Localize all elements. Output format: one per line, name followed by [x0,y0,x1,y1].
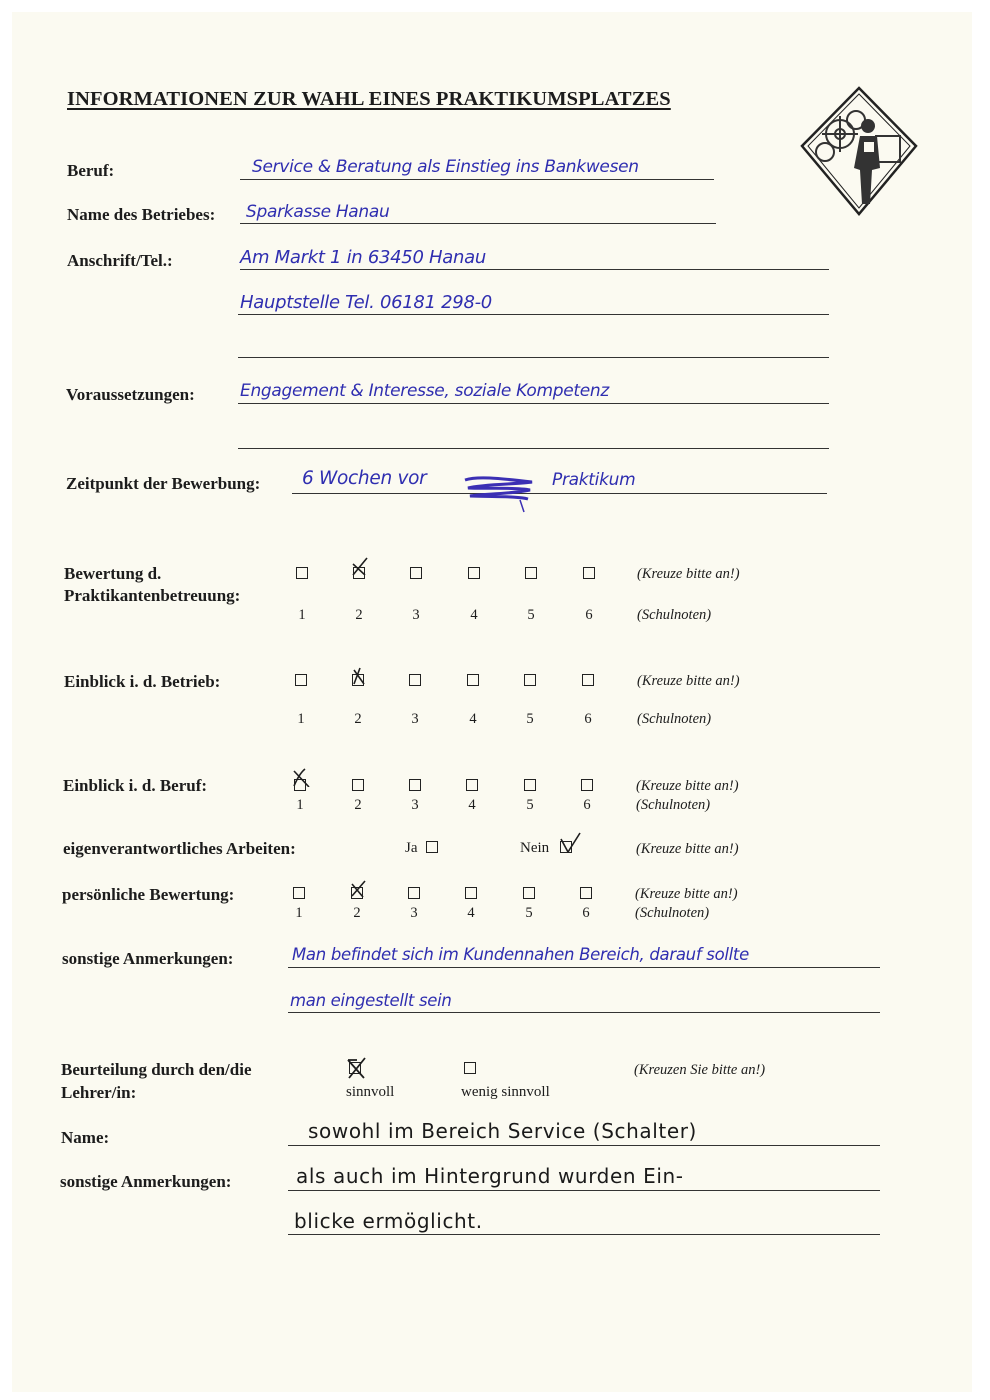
label-eigenverantwortlich: eigenverantwortliches Arbeiten: [63,839,296,858]
checkbox-einblick-betrieb-1[interactable] [295,674,307,686]
grade-number: 4 [468,797,476,813]
checkbox-betreuung-3[interactable] [410,567,422,579]
option-wenig-sinnvoll-label: wenig sinnvoll [461,1084,550,1100]
line-name [288,1145,880,1146]
grade-number: 1 [296,797,304,813]
checkbox-einblick-beruf-3[interactable] [409,779,421,791]
line-anmerkungen-1 [288,967,880,968]
field-anmerkungen-2[interactable]: man eingestellt sein [290,991,452,1010]
grade-number: 3 [410,905,418,921]
grade-number: 1 [297,711,305,727]
label-sonstige-anmerkungen: sonstige Anmerkungen: [62,949,234,968]
checkbox-betreuung-5[interactable] [525,567,537,579]
checkbox-einblick-beruf-4[interactable] [466,779,478,791]
field-anschrift-2[interactable]: Hauptstelle Tel. 06181 298-0 [240,292,492,313]
note-schulnoten: (Schulnoten) [637,711,712,727]
option-nein-label: Nein [520,840,550,856]
grade-number: 2 [355,607,363,623]
note-kreuzen-sie: (Kreuzen Sie bitte an!) [634,1062,766,1078]
checkbox-einblick-betrieb-6[interactable] [582,674,594,686]
grade-number: 1 [295,905,303,921]
check-mark-sinnvoll [345,1056,367,1080]
field-zeitpunkt-a[interactable]: 6 Wochen vor [302,468,427,489]
line-lehrer-1 [288,1190,880,1191]
label-beurteilung-2: Lehrer/in: [61,1083,137,1102]
field-voraussetzungen[interactable]: Engagement & Interesse, soziale Kompetenz [240,381,610,401]
label-einblick-beruf: Einblick i. d. Beruf: [63,776,208,795]
grade-number: 6 [585,607,593,623]
check-mark-einblick-betrieb-2 [348,666,368,686]
note-schulnoten: (Schulnoten) [635,905,710,921]
grade-number: 3 [411,797,419,813]
grade-number: 4 [467,905,475,921]
label-name: Name: [61,1128,110,1147]
grade-number: 4 [469,711,477,727]
label-betrieb: Name des Betriebes: [67,205,216,224]
check-mark-betreuung-2 [349,556,369,576]
label-bewertung-1: Bewertung d. [64,564,162,583]
line-lehrer-2 [288,1234,880,1235]
label-anschrift: Anschrift/Tel.: [67,251,173,270]
option-ja-label: Ja [405,840,418,856]
line-anschrift-2 [238,314,829,315]
note-schulnoten: (Schulnoten) [636,797,711,813]
checkbox-betreuung-1[interactable] [296,567,308,579]
grade-number: 2 [354,711,362,727]
checkbox-einblick-betrieb-4[interactable] [467,674,479,686]
checkbox-persoenlich-5[interactable] [523,887,535,899]
field-name[interactable]: sowohl im Bereich Service (Schalter) [308,1119,697,1143]
checkbox-persoenlich-3[interactable] [408,887,420,899]
checkbox-persoenlich-1[interactable] [293,887,305,899]
grade-number: 1 [298,607,306,623]
check-mark-einblick-beruf-1 [291,767,311,787]
checkbox-einblick-beruf-5[interactable] [524,779,536,791]
line-beruf [240,179,714,180]
grade-number: 4 [470,607,478,623]
label-beruf: Beruf: [67,161,115,180]
check-mark-persoenlich-2 [348,878,368,898]
line-zeitpunkt [292,493,827,494]
option-sinnvoll-label: sinnvoll [346,1084,395,1100]
crossed-out-scribble [462,470,536,514]
line-anmerkungen-2 [288,1012,880,1013]
checkbox-persoenlich-4[interactable] [465,887,477,899]
grade-number: 5 [526,797,534,813]
field-anschrift-1[interactable]: Am Markt 1 in 63450 Hanau [240,247,486,268]
grade-number: 2 [354,797,362,813]
field-betrieb[interactable]: Sparkasse Hanau [246,202,390,222]
label-persoenlich: persönliche Bewertung: [62,885,235,904]
grade-number: 6 [582,905,590,921]
note-kreuze: (Kreuze bitte an!) [637,566,740,582]
line-betrieb [240,223,716,224]
grade-number: 5 [526,711,534,727]
note-kreuze: (Kreuze bitte an!) [635,886,738,902]
label-voraussetzungen: Voraussetzungen: [66,385,195,404]
checkbox-ja[interactable] [426,841,438,853]
label-beurteilung-1: Beurteilung durch den/die [61,1060,252,1079]
grade-number: 2 [353,905,361,921]
field-lehrer-1[interactable]: als auch im Hintergrund wurden Ein- [296,1164,684,1188]
field-beruf[interactable]: Service & Beratung als Einstieg ins Bankwesen [252,157,639,177]
note-schulnoten: (Schulnoten) [637,607,712,623]
label-sonstige-anmerkungen-lehrer: sonstige Anmerkungen: [60,1172,232,1191]
form-title: INFORMATIONEN ZUR WAHL EINES PRAKTIKUMSPLATZES [67,88,671,110]
line-anschrift-3 [238,357,829,358]
checkbox-einblick-betrieb-3[interactable] [409,674,421,686]
grade-number: 5 [527,607,535,623]
checkbox-persoenlich-6[interactable] [580,887,592,899]
line-anschrift-1 [240,269,829,270]
checkbox-einblick-beruf-6[interactable] [581,779,593,791]
line-voraussetzungen-1 [238,403,829,404]
note-kreuze: (Kreuze bitte an!) [636,841,739,857]
checkbox-einblick-beruf-2[interactable] [352,779,364,791]
grade-number: 6 [584,711,592,727]
line-voraussetzungen-2 [238,448,829,449]
note-kreuze: (Kreuze bitte an!) [636,778,739,794]
checkbox-betreuung-6[interactable] [583,567,595,579]
grade-number: 3 [412,607,420,623]
field-lehrer-2[interactable]: blicke ermöglicht. [294,1209,483,1233]
gear-worker-logo [800,86,918,216]
grade-number: 3 [411,711,419,727]
note-kreuze: (Kreuze bitte an!) [637,673,740,689]
label-einblick-betrieb: Einblick i. d. Betrieb: [64,672,221,691]
label-zeitpunkt: Zeitpunkt der Bewerbung: [66,474,261,493]
checkbox-wenig-sinnvoll[interactable] [464,1062,476,1074]
checkbox-einblick-betrieb-5[interactable] [524,674,536,686]
label-bewertung-2: Praktikantenbetreuung: [64,586,241,605]
field-anmerkungen-1[interactable]: Man befindet sich im Kundennahen Bereich, darauf sollte [292,945,749,964]
check-mark-nein [558,832,582,852]
checkbox-betreuung-4[interactable] [468,567,480,579]
grade-number: 6 [583,797,591,813]
field-zeitpunkt-b[interactable]: Praktikum [552,470,636,490]
grade-number: 5 [525,905,533,921]
